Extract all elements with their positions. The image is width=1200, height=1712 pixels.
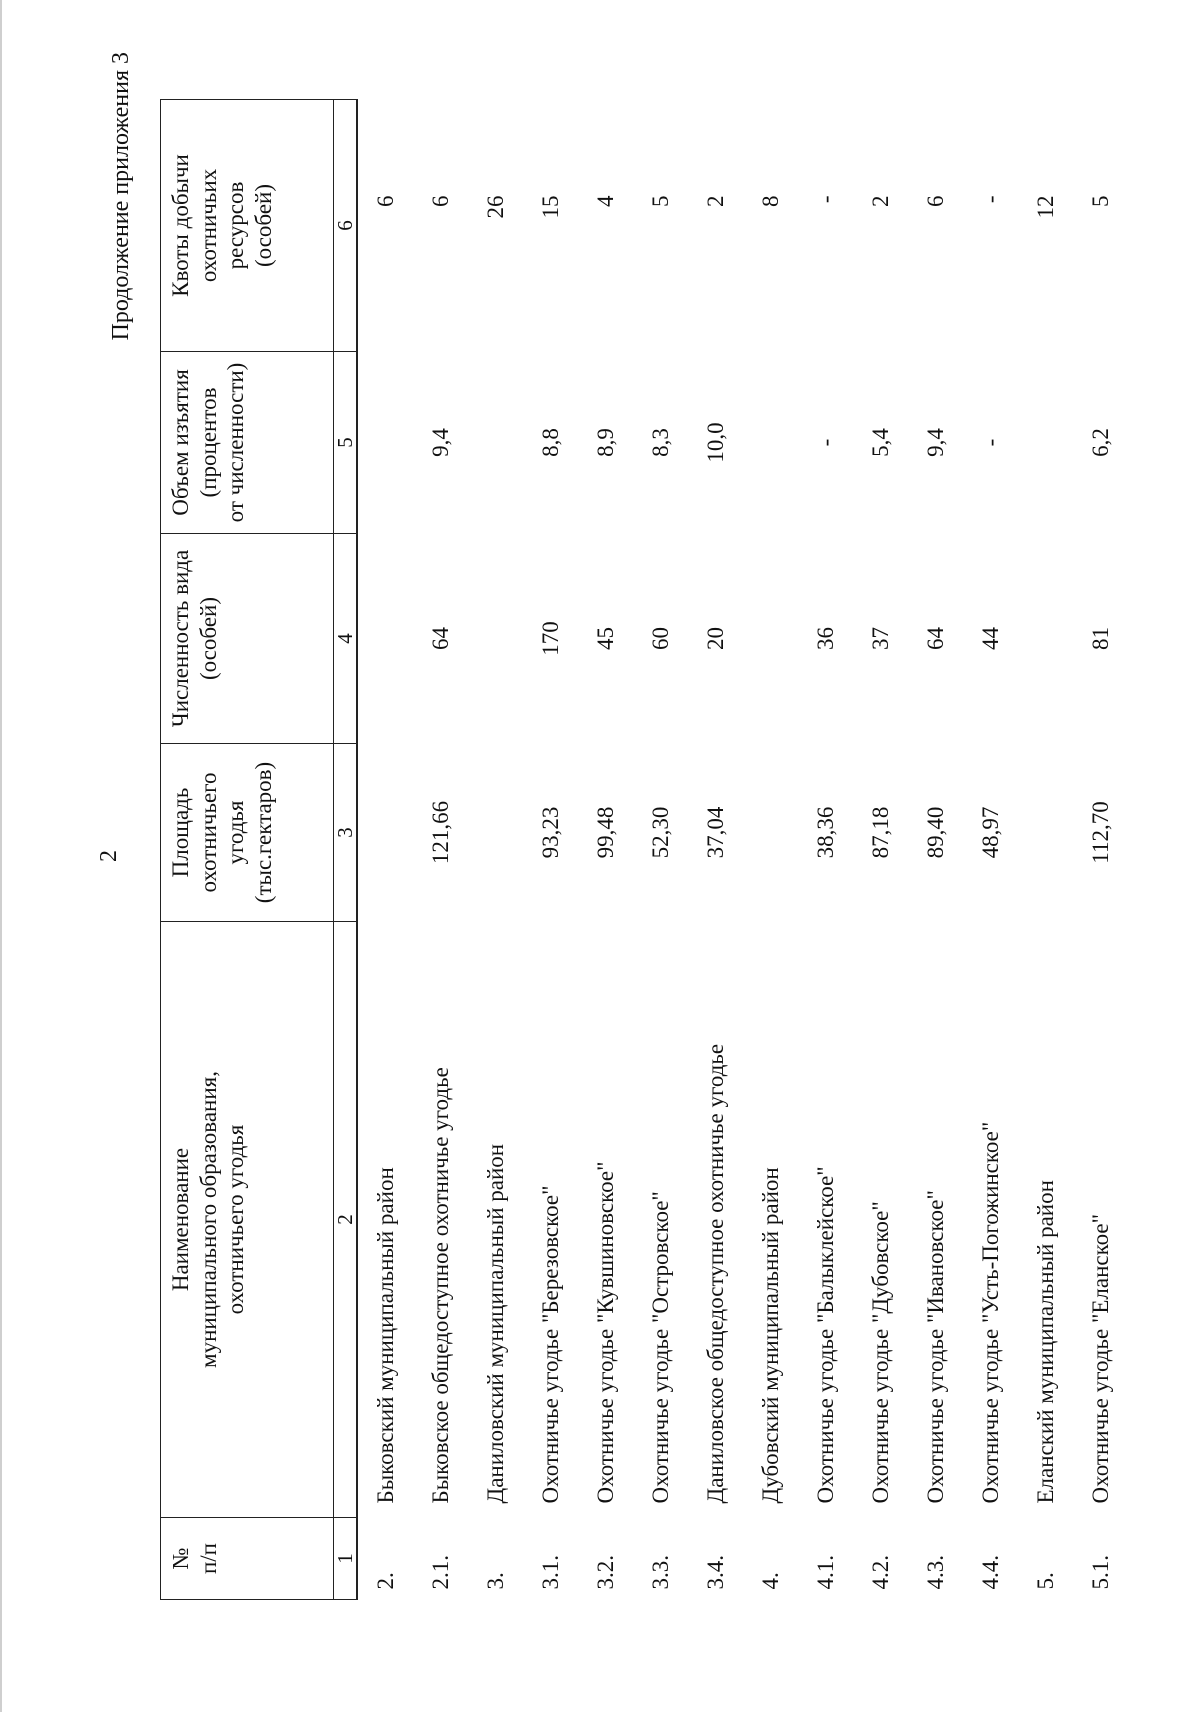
row-withdrawal: 8,3 — [647, 428, 673, 457]
row-count — [1018, 534, 1073, 744]
table-row — [357, 100, 413, 1600]
table-row — [798, 100, 853, 1600]
row-name: Еланский муниципальный район — [1032, 1180, 1058, 1504]
row-quota: 6 — [922, 195, 948, 207]
row-count: 60 — [647, 627, 673, 650]
row-area — [1018, 744, 1073, 922]
row-name: Охотничье угодье "Островское" — [647, 1191, 673, 1504]
row-number: 3. — [482, 1572, 508, 1590]
row-quota: 6 — [372, 195, 398, 207]
header-area: Площадь охотничьего угодья (тыс.гектаров) — [161, 744, 334, 922]
row-name: Дубовский муниципальный район — [757, 1167, 783, 1504]
row-count: 44 — [977, 627, 1003, 650]
quota-table — [160, 99, 1128, 1600]
row-area: 93,23 — [537, 806, 563, 859]
row-name: Охотничье угодье "Дубовское" — [867, 1201, 893, 1504]
table-row — [688, 100, 743, 1600]
row-area: 99,48 — [592, 806, 618, 859]
table-body — [357, 100, 1128, 1600]
header-number: № п/п — [161, 1518, 334, 1600]
row-quota: 2 — [867, 195, 893, 207]
row-area: 37,04 — [702, 806, 728, 859]
row-name: Охотничье угодье "Еланское" — [1087, 1214, 1113, 1504]
row-withdrawal: 8,8 — [537, 428, 563, 457]
column-number-row — [334, 100, 358, 1600]
row-quota: 5 — [647, 195, 673, 207]
row-area: 121,66 — [427, 800, 453, 865]
row-quota: 26 — [482, 195, 508, 219]
table-row — [1018, 100, 1073, 1600]
row-quota: 6 — [427, 195, 453, 207]
row-name: Даниловский муниципальный район — [482, 1143, 508, 1504]
row-name: Быковский муниципальный район — [372, 1167, 398, 1504]
page-number: 2 — [96, 850, 122, 862]
header-quota: Квоты добычи охотничьих ресурсов (особей) — [161, 100, 334, 352]
row-withdrawal — [357, 352, 413, 534]
row-number: 4. — [757, 1572, 783, 1590]
table-row — [908, 100, 963, 1600]
row-count: 170 — [537, 621, 563, 656]
row-count — [357, 534, 413, 744]
row-name: Даниловское общедоступное охотничье угодье — [702, 1043, 728, 1504]
row-withdrawal: 5,4 — [867, 428, 893, 457]
row-count: 64 — [922, 627, 948, 650]
row-quota: 5 — [1087, 195, 1113, 207]
row-quota: 4 — [592, 195, 618, 207]
column-number: 2 — [334, 922, 358, 1518]
row-withdrawal: 8,9 — [592, 428, 618, 457]
row-count: 20 — [702, 627, 728, 650]
column-number: 3 — [334, 744, 358, 922]
row-number: 5.1. — [1087, 1555, 1113, 1590]
row-withdrawal: 9,4 — [427, 428, 453, 457]
table-row — [853, 100, 908, 1600]
row-name: Охотничье угодье "Кувшиновское" — [592, 1161, 618, 1504]
row-area — [743, 744, 798, 922]
row-withdrawal — [743, 352, 798, 534]
row-number: 3.4. — [702, 1555, 728, 1590]
row-area — [468, 744, 523, 922]
row-quota: - — [812, 195, 838, 204]
row-quota: 12 — [1032, 195, 1058, 219]
row-count: 36 — [812, 627, 838, 650]
row-area — [357, 744, 413, 922]
header-withdrawal: Объем изъятия (процентов от численности) — [161, 352, 334, 534]
table-row — [963, 100, 1018, 1600]
continuation-note: Продолжение приложения 3 — [108, 52, 134, 341]
row-name: Охотничье угодье "Балыклейское" — [812, 1166, 838, 1504]
row-area: 52,30 — [647, 806, 673, 859]
table-row — [1073, 100, 1128, 1600]
row-quota: 15 — [537, 195, 563, 219]
row-withdrawal: 6,2 — [1087, 428, 1113, 457]
row-area: 87,18 — [867, 806, 893, 859]
row-number: 4.3. — [922, 1555, 948, 1590]
table-header-row — [161, 100, 334, 1600]
row-count — [743, 534, 798, 744]
row-count: 64 — [427, 627, 453, 650]
row-name: Охотничье угодье "Усть-Погожинское" — [977, 1121, 1003, 1504]
row-quota: - — [977, 195, 1003, 204]
row-count — [468, 534, 523, 744]
row-withdrawal: - — [812, 438, 838, 447]
table-row — [578, 100, 633, 1600]
row-withdrawal: 9,4 — [922, 428, 948, 457]
column-number: 1 — [334, 1518, 358, 1600]
row-number: 2.1. — [427, 1555, 453, 1590]
row-name: Быковское общедоступное охотничье угодье — [427, 1067, 453, 1504]
row-area: 89,40 — [922, 806, 948, 859]
row-number: 4.4. — [977, 1555, 1003, 1590]
header-count: Численность вида (особей) — [161, 534, 334, 744]
scan-edge — [0, 0, 2, 1712]
row-count: 81 — [1087, 627, 1113, 650]
table-row — [743, 100, 798, 1600]
table-row — [468, 100, 523, 1600]
column-number: 6 — [334, 100, 358, 352]
table-row — [633, 100, 688, 1600]
row-withdrawal: - — [977, 438, 1003, 447]
row-number: 3.2. — [592, 1555, 618, 1590]
row-quota: 2 — [702, 195, 728, 207]
table-row — [413, 100, 468, 1600]
row-number: 4.1. — [812, 1555, 838, 1590]
row-area: 48,97 — [977, 806, 1003, 859]
row-withdrawal: 10,0 — [702, 422, 728, 463]
row-withdrawal — [1018, 352, 1073, 534]
row-count: 37 — [867, 627, 893, 650]
header-name: Наименование муниципального образования, охотничьего угодья — [161, 922, 334, 1518]
row-number: 2. — [372, 1572, 398, 1590]
row-area: 112,70 — [1087, 801, 1113, 864]
row-number: 4.2. — [867, 1555, 893, 1590]
row-number: 3.3. — [647, 1555, 673, 1590]
row-area: 38,36 — [812, 806, 838, 859]
row-number: 5. — [1032, 1572, 1058, 1590]
row-name: Охотничье угодье "Ивановское" — [922, 1190, 948, 1504]
row-withdrawal — [468, 352, 523, 534]
row-name: Охотничье угодье "Березовское" — [537, 1185, 563, 1504]
row-number: 3.1. — [537, 1555, 563, 1590]
row-count: 45 — [592, 627, 618, 650]
column-number: 4 — [334, 534, 358, 744]
column-number: 5 — [334, 352, 358, 534]
row-quota: 8 — [757, 195, 783, 207]
table-row — [523, 100, 578, 1600]
